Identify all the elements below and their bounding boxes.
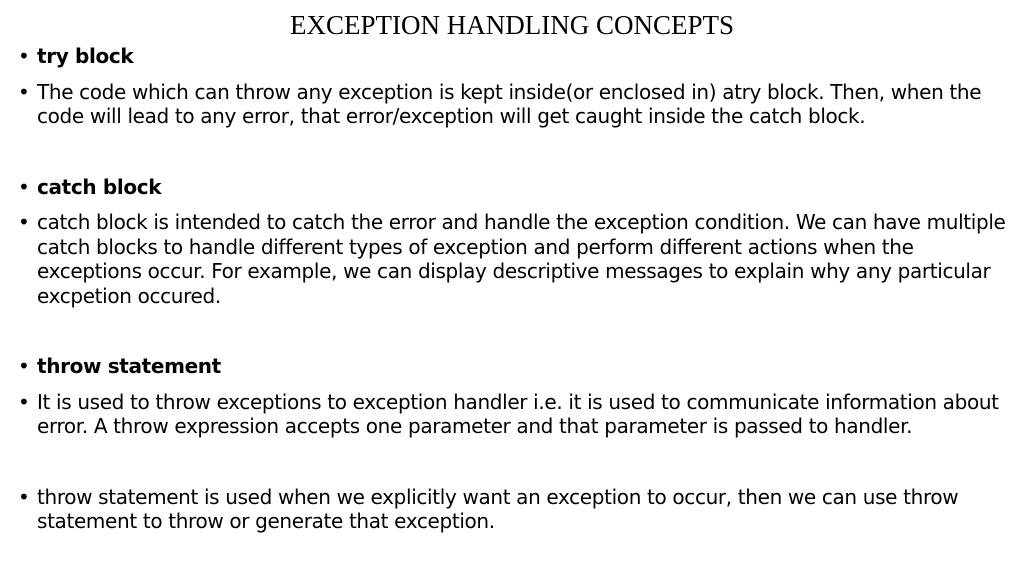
bullet-text: The code which can throw any exception is kept inside(or enclosed in) atry block. Then, when the code will lead to any error, that error/exception will get caught inside the catch block. — [37, 79, 982, 128]
bullet-text: It is used to throw exceptions to exception handler i.e. it is used to communicate information about error. A throw expression accepts one parameter and that parameter is passed to handler. — [37, 389, 999, 438]
bullet-icon: • — [18, 79, 30, 104]
bullet-icon: • — [18, 389, 30, 414]
bullet-item-try-description — [18, 80, 1012, 129]
slide-title: EXCEPTION HANDLING CONCEPTS — [290, 10, 734, 40]
bullet-item-catch-heading — [18, 175, 1012, 200]
bullet-icon: • — [18, 484, 30, 509]
bullet-text: try block — [37, 44, 134, 68]
bullet-item-throw-description — [18, 390, 1012, 439]
bullet-text: catch block — [37, 174, 162, 199]
bullet-text: catch block is intended to catch the error and handle the exception condition. We can have multiple catch blocks to handle different types of exception and perform different actions when the exceptions occur. For example, we can display descriptive messages to explain why any particular excpetion occured. — [37, 210, 1006, 308]
bullet-icon: • — [18, 354, 30, 378]
bullet-icon: • — [18, 174, 30, 199]
bullet-icon: • — [18, 44, 30, 68]
bullet-list — [18, 44, 1012, 534]
bullet-item-catch-description — [18, 210, 1012, 308]
bullet-text: throw statement — [37, 354, 221, 378]
bullet-item-throw-usage — [18, 485, 1012, 534]
bullet-item-try-heading — [18, 44, 1012, 69]
bullet-icon: • — [18, 210, 30, 234]
bullet-item-throw-heading — [18, 354, 1012, 379]
bullet-text: throw statement is used when we explicitly want an exception to occur, then we can use throw statement to throw or generate that exception. — [37, 484, 959, 533]
